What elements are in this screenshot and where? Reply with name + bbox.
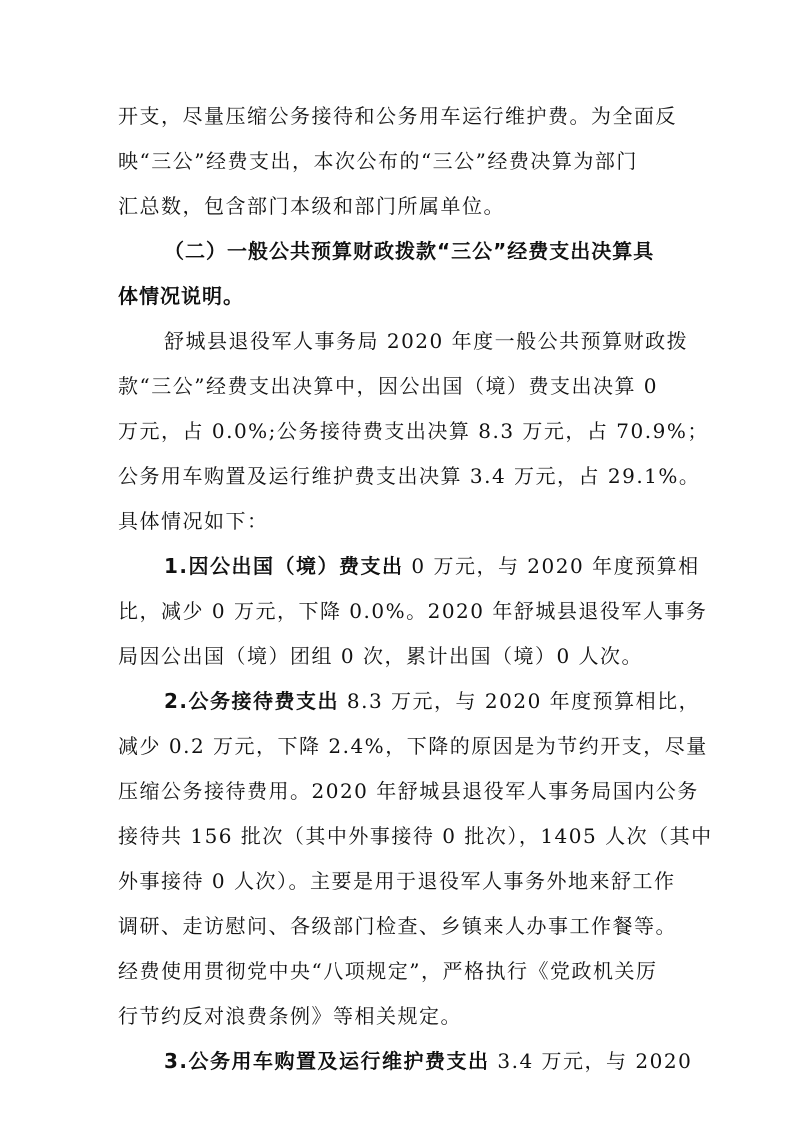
paragraph-line: 具体情况如下： (118, 509, 269, 533)
paragraph-line: 映“三公”经费支出，本次公布的“三公”经费决算为部门 (118, 149, 638, 173)
item-2-lead: 2.公务接待费支出 (164, 689, 340, 713)
paragraph-line: 减少 0.2 万元，下降 2.4%，下降的原因是为节约开支，尽量 (118, 734, 708, 758)
paragraph-line: 外事接待 0 人次）。主要是用于退役军人事务外地来舒工作 (118, 869, 676, 893)
paragraph-line: 局因公出国（境）团组 0 次，累计出国（境）0 人次。 (118, 644, 644, 668)
item-1-first-line (164, 549, 700, 583)
item-2-text: 8.3 万元，与 2020 年度预算相比， (339, 689, 701, 713)
paragraph-line: 开支，尽量压缩公务接待和公务用车运行维护费。为全面反 (118, 104, 677, 128)
item-3-text: 3.4 万元，与 2020 (489, 1049, 693, 1073)
paragraph-line: 压缩公务接待费用。2020 年舒城县退役军人事务局国内公务 (118, 779, 699, 803)
item-1-lead: 1.因公出国（境）费支出 (164, 554, 404, 578)
paragraph-line: 舒城县退役军人事务局 2020 年度一般公共预算财政拨 (164, 329, 689, 353)
item-1-text: 0 万元，与 2020 年度预算相 (403, 554, 700, 578)
paragraph-line: 汇总数，包含部门本级和部门所属单位。 (118, 194, 505, 218)
paragraph-line: 行节约反对浪费条例》等相关规定。 (118, 1004, 462, 1028)
paragraph-line: 公务用车购置及运行维护费支出决算 3.4 万元，占 29.1%。 (118, 464, 701, 488)
paragraph-line: 经费使用贯彻党中央“八项规定”，严格执行《党政机关厉 (118, 959, 658, 983)
paragraph-line: 比，减少 0 万元，下降 0.0%。2020 年舒城县退役军人事务 (118, 599, 708, 623)
item-3-lead: 3.公务用车购置及运行维护费支出 (164, 1049, 490, 1073)
paragraph-line: 接待共 156 批次（其中外事接待 0 批次），1405 人次（其中 (118, 824, 713, 848)
paragraph-line: 款“三公”经费支出决算中，因公出国（境）费支出决算 0 (118, 374, 659, 398)
paragraph-line: 调研、走访慰问、各级部门检查、乡镇来人办事工作餐等。 (118, 914, 677, 938)
paragraph-line: 万元，占 0.0%;公务接待费支出决算 8.3 万元，占 70.9%； (118, 419, 709, 443)
item-2-first-line (164, 684, 701, 718)
item-3-first-line (164, 1044, 693, 1078)
section-heading: 体情况说明。 (118, 284, 244, 308)
section-heading: （二）一般公共预算财政拨款“三公”经费支出决算具 (164, 239, 655, 263)
